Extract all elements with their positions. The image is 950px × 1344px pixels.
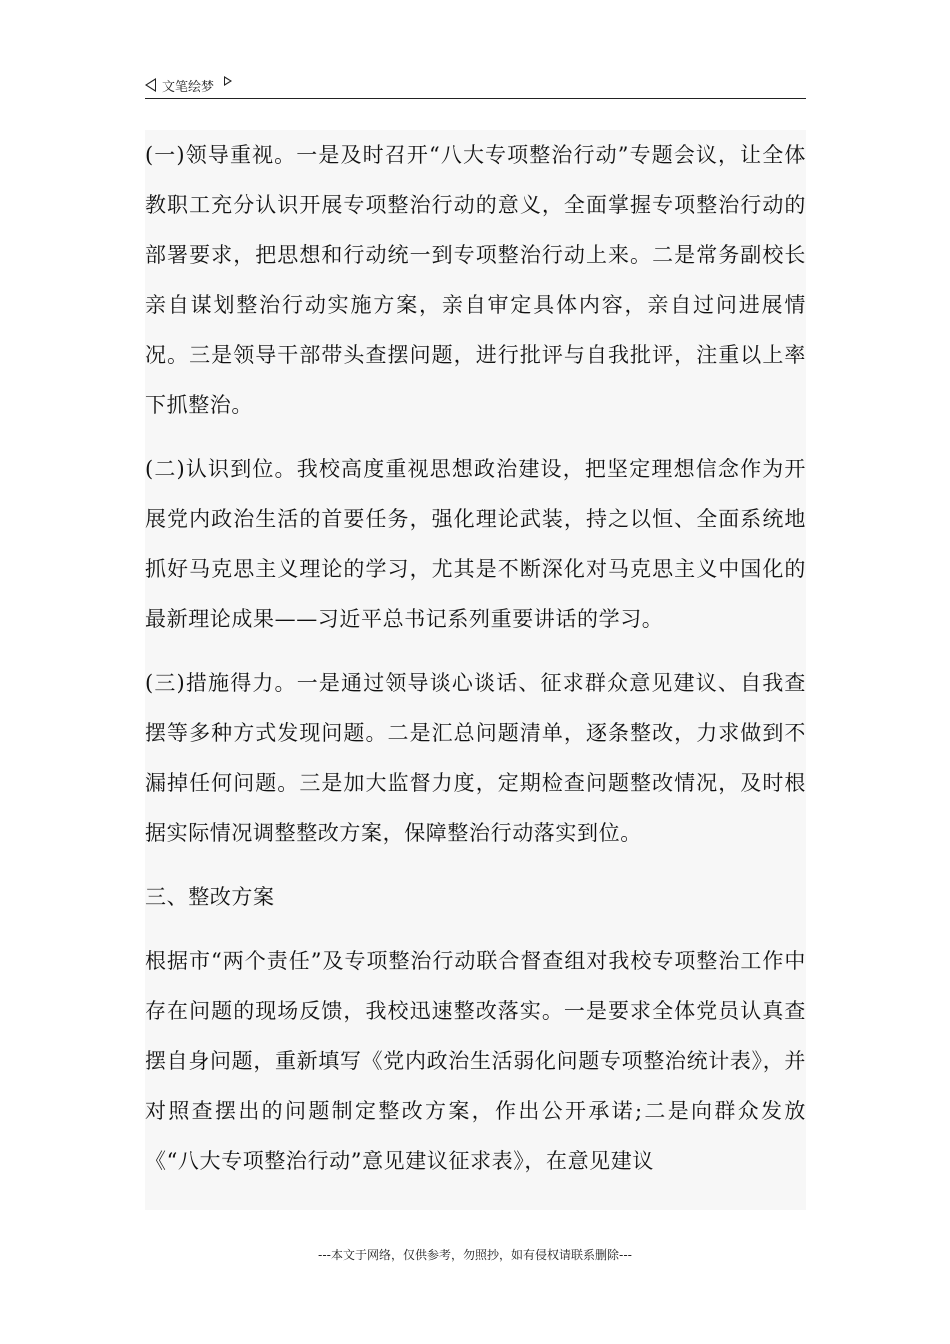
- section-heading-rectification-plan: 三、整改方案: [145, 885, 275, 909]
- paragraph-measures: (三)措施得力。一是通过领导谈心谈话、征求群众意见建议、自我查摆等多种方式发现问题。二是汇总问题清单，逐条整改，力求做到不漏掉任何问题。三是加大监督力度，定期检查问题整改情况，及时根据实际情况调整整改方案，保障整治行动落实到位。: [145, 671, 806, 845]
- paragraph-rectification: 根据市“两个责任”及专项整治行动联合督查组对我校专项整治工作中存在问题的现场反馈，我校迅速整改落实。一是要求全体党员认真查摆自身问题，重新填写《党内政治生活弱化问题专项整治统计表》，并对照查摆出的问题制定整改方案，作出公开承诺;二是向群众发放《“八大专项整治行动”意见建议征求表》，在意见建议: [145, 949, 806, 1173]
- paragraph-understanding: (二)认识到位。我校高度重视思想政治建设，把坚定理想信念作为开展党内政治生活的首要任务，强化理论武装，持之以恒、全面系统地抓好马克思主义理论的学习，尤其是不断深化对马克思主义中国化的最新理论成果——习近平总书记系列重要讲话的学习。: [145, 457, 806, 631]
- page-footer: ---本文于网络，仅供参考，勿照抄，如有侵权请联系删除---: [318, 1248, 632, 1262]
- document-body: [145, 130, 806, 1210]
- triangle-left-icon: [145, 78, 156, 92]
- header-title: 文笔绘梦: [162, 79, 215, 95]
- triangle-right-icon: [224, 76, 232, 86]
- paragraph-leadership: (一)领导重视。一是及时召开“八大专项整治行动”专题会议，让全体教职工充分认识开展专项整治行动的意义，全面掌握专项整治行动的部署要求，把思想和行动统一到专项整治行动上来。二是常务副校长亲自谋划整治行动实施方案，亲自审定具体内容，亲自过问进展情况。三是领导干部带头查摆问题，进行批评与自我批评，注重以上率下抓整治。: [145, 143, 806, 417]
- page-header: [145, 72, 806, 99]
